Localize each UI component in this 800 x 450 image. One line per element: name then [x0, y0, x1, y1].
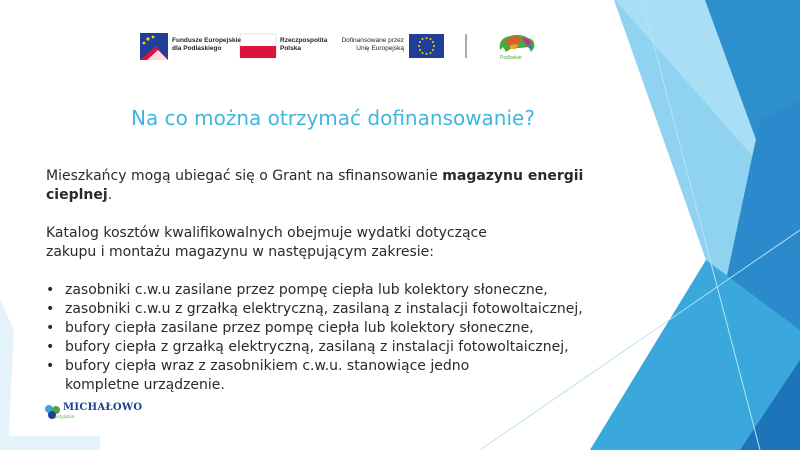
- slide-title: Na co można otrzymać dofinansowanie?: [131, 106, 535, 130]
- slide-body: [46, 167, 606, 395]
- catalog-paragraph: Katalog kosztów kwalifikowalnych obejmuje wydatki dotyczące zakupu i montażu magazynu w następującym zakresie:: [46, 225, 487, 260]
- bullet-item: • bufory ciepła zasilane przez pompę ciepła lub kolektory słoneczne,: [46, 319, 606, 338]
- ue-logo-text: Dofinansowane przez Unię Europejską: [341, 37, 404, 52]
- podlaskie-bison-logo: [500, 35, 535, 52]
- bullet-item: • zasobniki c.w.u z grzałką elektryczną, zasilaną z instalacji fotowoltaicznej,: [46, 300, 606, 319]
- eu-flag-logo: [409, 34, 444, 58]
- michalowo-logo-icon: [42, 402, 64, 424]
- intro-bold-text: magazynu energii cieplnej: [46, 168, 584, 203]
- bullet-item: • zasobniki c.w.u zasilane przez pompę ciepła lub kolektory słoneczne,: [46, 281, 606, 300]
- michalowo-tagline: przyjazna: [55, 414, 75, 419]
- polish-flag-logo: [240, 34, 276, 58]
- bullet-list: [46, 281, 606, 395]
- intro-text: Mieszkańcy mogą ubiegać się o Grant na sfinansowanie: [46, 168, 443, 184]
- michalowo-logo-text: MICHAŁOWO: [63, 402, 143, 413]
- fundusze-europejskie-logo: [140, 33, 168, 60]
- bullet-item: • bufory ciepła z grzałką elektryczną, zasilaną z instalacji fotowoltaicznej,: [46, 338, 606, 357]
- bullet-item: • bufory ciepła wraz z zasobnikiem c.w.u. stanowiące jedno kompletne urządzenie.: [46, 357, 535, 395]
- rp-logo-text: Rzeczpospolita Polska: [280, 37, 328, 52]
- deco-left-shape: [0, 300, 14, 450]
- fe-logo-text: Fundusze Europejskie dla Podlaskiego: [172, 37, 241, 52]
- podlaskie-logo-text: Podlaskie: [500, 55, 522, 61]
- intro-text-end: .: [107, 187, 113, 203]
- bottom-bar: [0, 436, 100, 450]
- logo-strip: [0, 0, 800, 70]
- intro-paragraph: [46, 167, 606, 205]
